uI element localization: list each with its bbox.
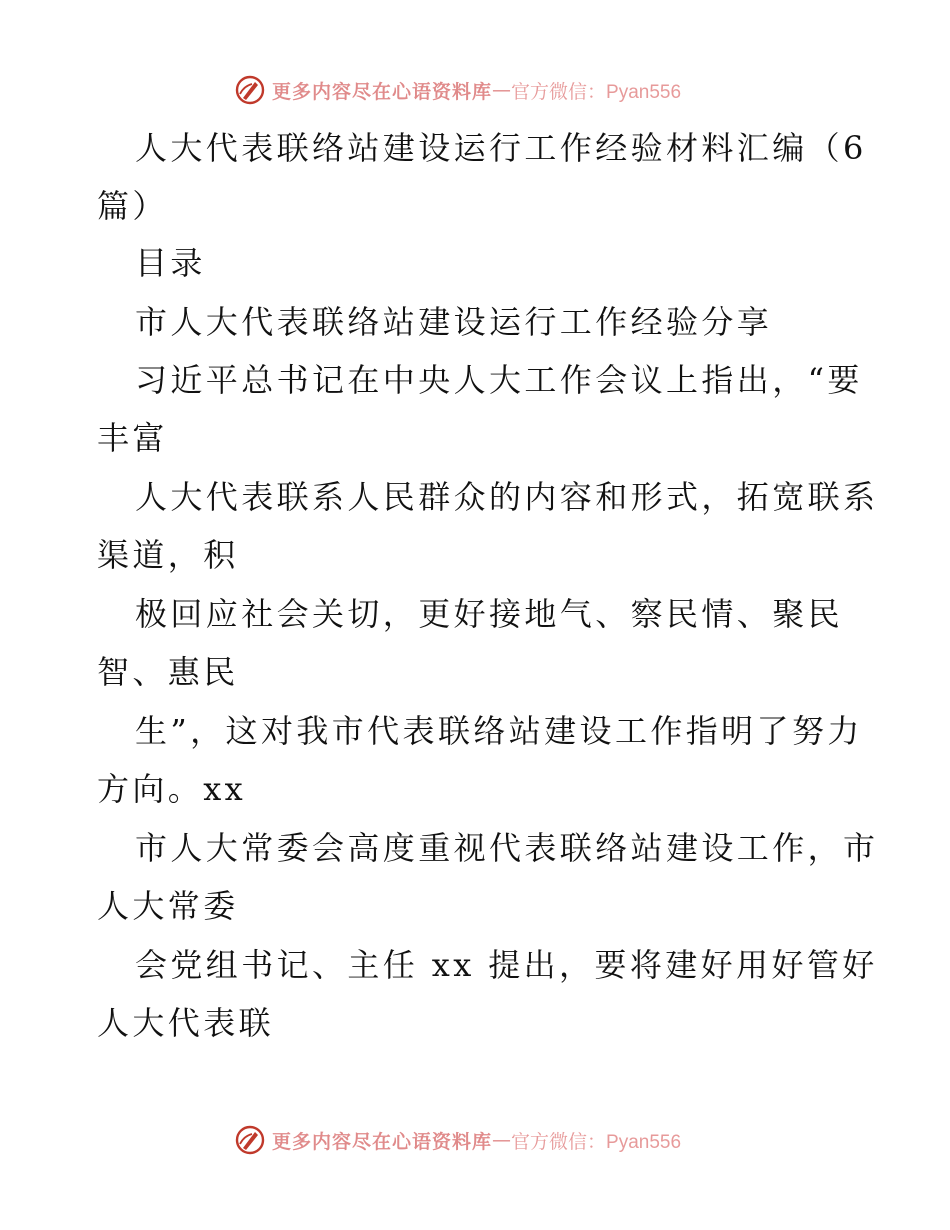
document-title-line-1: 人大代表联络站建设运行工作经验材料汇编（6 (135, 129, 867, 167)
paragraph-line: 渠道，积 (97, 536, 239, 574)
watermark-dash: — (492, 79, 512, 101)
paragraph-line: 人大代表联 (97, 1004, 275, 1042)
watermark-text: 更多内容尽在心语资料库 (272, 1130, 493, 1153)
paragraph-line: 丰富 (97, 419, 168, 457)
footer-watermark (0, 1122, 950, 1158)
watermark-dash: — (492, 1129, 512, 1151)
paragraph-line: 生”，这对我市代表联络站建设工作指明了努力 (135, 712, 863, 750)
paragraph-line: 极回应社会关切，更好接地气、察民情、聚民 (135, 595, 844, 633)
watermark-text: 更多内容尽在心语资料库 (272, 80, 493, 103)
header-watermark (0, 72, 950, 108)
paragraph-line: 市人大代表联络站建设运行工作经验分享 (135, 303, 773, 341)
paragraph-line: 习近平总书记在中央人大工作会议上指出，“要 (135, 361, 863, 399)
document-title-line-2: 篇） (97, 187, 168, 225)
watermark-contact: 官方微信：Pyan556 (511, 81, 682, 103)
paragraph-line: 方向。xx (97, 770, 247, 808)
paragraph-line: 智、惠民 (97, 653, 239, 691)
watermark-contact: 官方微信：Pyan556 (511, 1131, 682, 1153)
paragraph-line: 人大代表联系人民群众的内容和形式，拓宽联系 (135, 478, 879, 516)
pen-circle-logo-icon (234, 1124, 266, 1156)
paragraph-line: 市人大常委会高度重视代表联络站建设工作，市 (135, 829, 879, 867)
pen-circle-logo-icon (234, 74, 266, 106)
toc-heading: 目录 (135, 244, 206, 282)
paragraph-line: 会党组书记、主任 xx 提出，要将建好用好管好 (135, 946, 878, 984)
paragraph-line: 人大常委 (97, 887, 239, 925)
